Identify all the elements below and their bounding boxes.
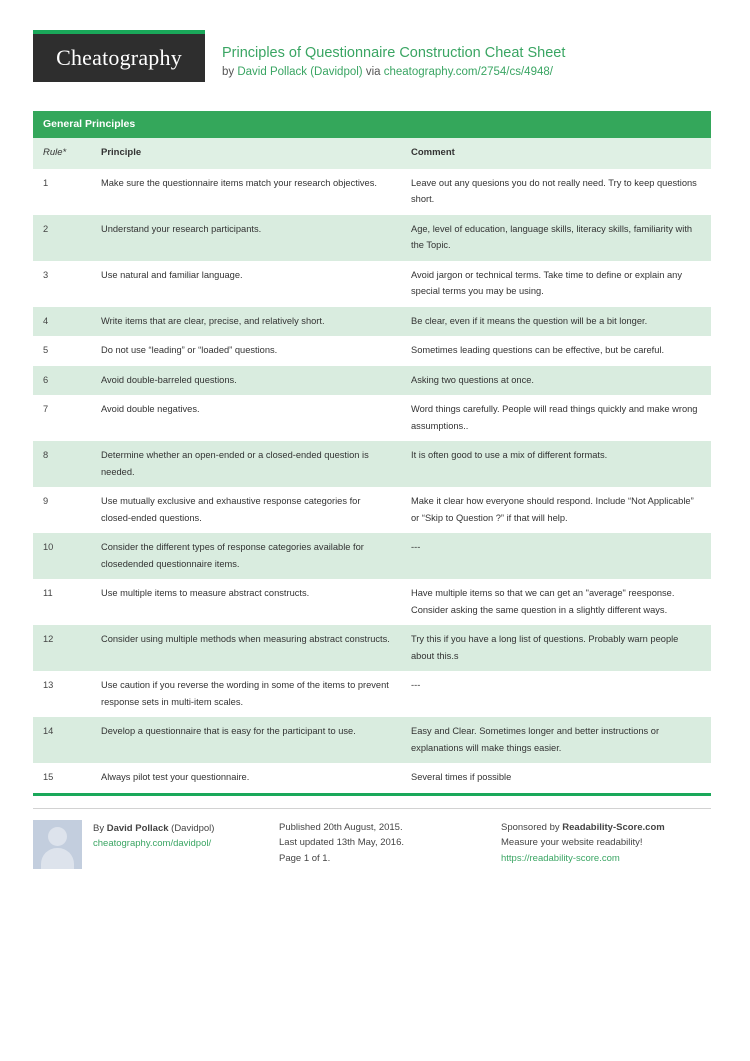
footer-sponsor-label: Sponsored by	[501, 821, 560, 833]
cell-rule: 12	[33, 625, 91, 671]
cell-principle: Do not use “leading” or “loaded” questions.	[91, 336, 401, 366]
cell-comment: ---	[401, 671, 711, 717]
table-row	[33, 307, 711, 337]
logo-text: Cheatography	[56, 45, 182, 70]
cell-rule: 14	[33, 717, 91, 763]
cell-principle: Avoid double negatives.	[91, 395, 401, 441]
table-row	[33, 169, 711, 215]
cell-principle: Understand your research participants.	[91, 215, 401, 261]
cell-comment: Avoid jargon or technical terms. Take time to define or explain any special terms you may be using.	[401, 261, 711, 307]
cell-rule: 8	[33, 441, 91, 487]
table-row	[33, 215, 711, 261]
cell-comment: Be clear, even if it means the question will be a bit longer.	[401, 307, 711, 337]
avatar-body-shape	[41, 848, 74, 869]
cell-comment: Word things carefully. People will read things quickly and make wrong assumptions..	[401, 395, 711, 441]
table-row	[33, 441, 711, 487]
cheatography-logo[interactable]	[33, 30, 205, 82]
table-header-row	[33, 138, 711, 169]
footer-published-date: Published 20th August, 2015.	[279, 821, 403, 833]
table-body	[33, 169, 711, 793]
cell-principle: Develop a questionnaire that is easy for the participant to use.	[91, 717, 401, 763]
cell-rule: 9	[33, 487, 91, 533]
title-block	[205, 30, 565, 81]
footer-sponsor-link[interactable]: https://readability-score.com	[501, 852, 620, 864]
cell-principle: Use caution if you reverse the wording in some of the items to prevent response sets in multi-item scales.	[91, 671, 401, 717]
cell-comment: Age, level of education, language skills, literacy skills, familiarity with the Topic.	[401, 215, 711, 261]
footer-sponsor-name: Readability-Score.com	[562, 821, 665, 833]
general-principles-table	[33, 111, 711, 796]
footer-updated-date: Last updated 13th May, 2016.	[279, 837, 404, 848]
footer-profile-line	[93, 836, 214, 852]
author-link[interactable]: David Pollack (Davidpol)	[237, 66, 363, 78]
byline-via-label: via	[365, 66, 381, 78]
source-url-link[interactable]: cheatography.com/2754/cs/4948/	[383, 66, 553, 78]
cell-principle: Use multiple items to measure abstract constructs.	[91, 579, 401, 625]
cell-rule: 3	[33, 261, 91, 307]
footer-page-number: Page 1 of 1.	[279, 852, 331, 864]
footer-profile-link[interactable]: cheatography.com/davidpol/	[93, 838, 212, 849]
cell-principle: Always pilot test your questionnaire.	[91, 763, 401, 793]
cell-principle: Write items that are clear, precise, and relatively short.	[91, 307, 401, 337]
cell-rule: 15	[33, 763, 91, 793]
page-title: Principles of Questionnaire Construction Cheat Sheet	[222, 45, 566, 61]
page-footer	[33, 808, 711, 869]
footer-sponsor-column	[487, 808, 711, 869]
footer-sponsor-line	[501, 820, 711, 836]
table-row	[33, 717, 711, 763]
cell-comment: Have multiple items so that we can get an "average" reesponse. Consider asking the same question in a slightly different ways.	[401, 579, 711, 625]
principles-table	[33, 138, 711, 793]
table-row	[33, 625, 711, 671]
footer-publication-column	[265, 808, 487, 869]
footer-sponsor-tagline: Measure your website readability!	[501, 837, 643, 848]
cell-rule: 13	[33, 671, 91, 717]
cell-principle: Use mutually exclusive and exhaustive response categories for closed-ended questions.	[91, 487, 401, 533]
cell-rule: 4	[33, 307, 91, 337]
table-row	[33, 763, 711, 793]
page-header	[33, 0, 717, 92]
cell-rule: 10	[33, 533, 91, 579]
footer-author-lines	[93, 820, 214, 869]
cell-comment: Easy and Clear. Sometimes longer and better instructions or explanations will make things easier.	[401, 717, 711, 763]
table-head	[33, 138, 711, 169]
table-row	[33, 671, 711, 717]
cell-principle: Avoid double-barreled questions.	[91, 366, 401, 396]
cell-principle: Consider using multiple methods when measuring abstract constructs.	[91, 625, 401, 671]
cell-comment: Several times if possible	[401, 763, 711, 793]
cell-comment: Leave out any quesions you do not really need. Try to keep questions short.	[401, 169, 711, 215]
table-row	[33, 336, 711, 366]
footer-author-handle: (Davidpol)	[171, 822, 215, 834]
footer-author-name-line	[93, 821, 214, 837]
table-row	[33, 487, 711, 533]
cell-comment: Make it clear how everyone should respond. Include “Not Applicable” or “Skip to Question ?” if that will help.	[401, 487, 711, 533]
cell-principle: Consider the different types of response categories available for closedended questionnaire items.	[91, 533, 401, 579]
table-row	[33, 366, 711, 396]
avatar-head-shape	[48, 827, 67, 846]
cell-rule: 7	[33, 395, 91, 441]
cell-rule: 6	[33, 366, 91, 396]
footer-by-label: By	[93, 822, 105, 834]
cell-principle: Make sure the questionnaire items match your research objectives.	[91, 169, 401, 215]
table-section-title: General Principles	[33, 111, 711, 138]
cell-rule: 1	[33, 169, 91, 215]
footer-author-column	[33, 808, 265, 869]
column-header-comment: Comment	[401, 138, 711, 169]
byline-by-label: by	[222, 66, 235, 78]
cell-comment: Asking two questions at once.	[401, 366, 711, 396]
table-row	[33, 579, 711, 625]
table-row	[33, 533, 711, 579]
footer-sponsor-url-line	[501, 851, 711, 867]
cell-comment: ---	[401, 533, 711, 579]
cell-comment: It is often good to use a mix of different formats.	[401, 441, 711, 487]
avatar	[33, 820, 82, 869]
table-row	[33, 395, 711, 441]
cell-comment: Sometimes leading questions can be effective, but be careful.	[401, 336, 711, 366]
byline	[222, 64, 565, 81]
cell-principle: Use natural and familiar language.	[91, 261, 401, 307]
cell-rule: 11	[33, 579, 91, 625]
column-header-rule: Rule*	[33, 138, 91, 169]
column-header-principle: Principle	[91, 138, 401, 169]
cell-rule: 2	[33, 215, 91, 261]
footer-author-name: David Pollack	[106, 822, 169, 834]
cell-principle: Determine whether an open-ended or a closed-ended question is needed.	[91, 441, 401, 487]
table-row	[33, 261, 711, 307]
cell-comment: Try this if you have a long list of questions. Probably warn people about this.s	[401, 625, 711, 671]
cell-rule: 5	[33, 336, 91, 366]
